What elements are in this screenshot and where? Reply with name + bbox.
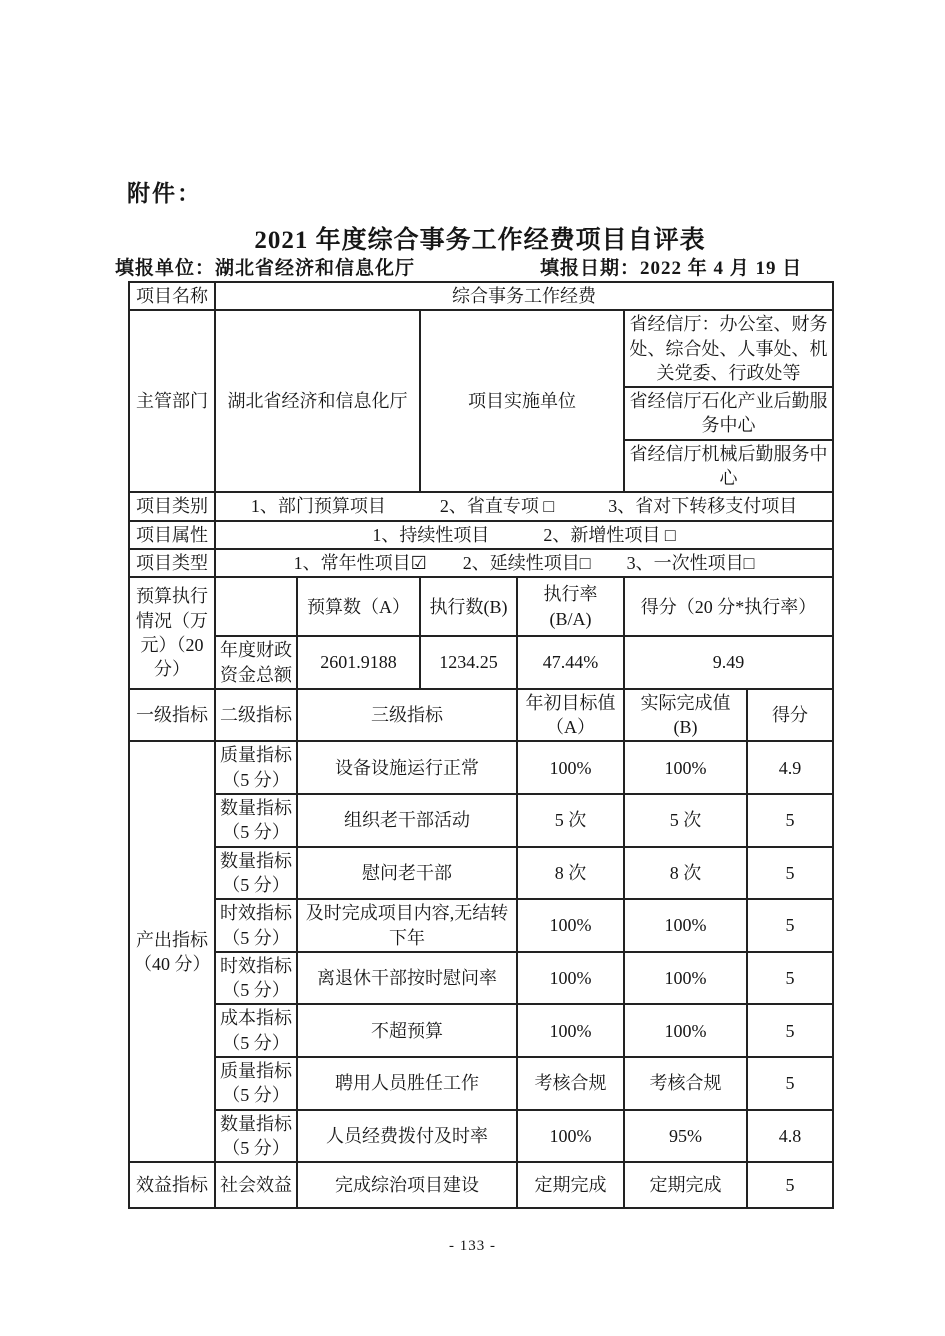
indicator-actual-cell: 100%	[624, 1004, 747, 1057]
indicator-actual-cell: 5 次	[624, 794, 747, 847]
header-actual-cell	[624, 689, 747, 742]
self-evaluation-table	[128, 281, 834, 1209]
score-value-cell: 9.49	[624, 636, 833, 689]
indicator-level2-cell: 数量指标（5 分）	[215, 794, 297, 847]
category-label-cell: 项目类别	[129, 492, 215, 520]
indicator-score-cell: 5	[747, 794, 833, 847]
benefit-actual-cell: 定期完成	[624, 1162, 747, 1208]
project-name-label-cell: 项目名称	[129, 282, 215, 310]
indicator-row	[129, 1110, 833, 1163]
row-indicator-header	[129, 689, 833, 742]
indicator-row	[129, 847, 833, 900]
attribute-label-cell: 项目属性	[129, 521, 215, 549]
rate-value-cell: 47.44%	[517, 636, 624, 689]
row-project-name	[129, 282, 833, 310]
indicator-row	[129, 952, 833, 1005]
indicator-target-cell: 考核合规	[517, 1057, 624, 1110]
empty-cell	[215, 577, 297, 636]
indicator-score-cell: 5	[747, 847, 833, 900]
row-category	[129, 492, 833, 520]
type-label-cell: 项目类型	[129, 549, 215, 577]
indicator-row	[129, 1004, 833, 1057]
impl-unit-cell: 省经信厅：办公室、财务处、综合处、人事处、机关党委、行政处等	[624, 310, 833, 387]
report-unit: 填报单位：湖北省经济和信息化厅	[115, 258, 416, 279]
indicator-level3-cell: 组织老干部活动	[297, 794, 517, 847]
indicator-target-cell: 100%	[517, 1004, 624, 1057]
indicator-level3-cell: 设备设施运行正常	[297, 741, 517, 794]
attribute-options-cell: 1、持续性项目 2、新增性项目 □	[215, 521, 833, 549]
benefit-level2-cell: 社会效益	[215, 1162, 297, 1208]
indicator-score-cell: 4.9	[747, 741, 833, 794]
indicator-level2-cell: 数量指标（5 分）	[215, 847, 297, 900]
actual-header-line1: 实际完成值	[640, 692, 731, 713]
budget-col-rate-cell	[517, 577, 624, 636]
indicator-level3-cell: 聘用人员胜任工作	[297, 1057, 517, 1110]
indicator-level3-cell: 慰问老干部	[297, 847, 517, 900]
rate-header-line1: 执行率	[543, 584, 598, 605]
row-type	[129, 549, 833, 577]
budget-col-exec-cell: 执行数(B)	[420, 577, 517, 636]
benefit-row	[129, 1162, 833, 1208]
output-group-label-cell: 产出指标（40 分）	[129, 741, 215, 1162]
row-supervisor	[129, 310, 833, 387]
indicator-score-cell: 4.8	[747, 1110, 833, 1163]
budget-section-label-cell: 预算执行情况（万元）（20 分）	[129, 577, 215, 689]
benefit-level3-cell: 完成综治项目建设	[297, 1162, 517, 1208]
indicator-level3-cell: 及时完成项目内容,无结转下年	[297, 899, 517, 952]
indicator-level2-cell: 时效指标（5 分）	[215, 899, 297, 952]
indicator-actual-cell: 8 次	[624, 847, 747, 900]
budget-col-budget-cell: 预算数（A）	[297, 577, 420, 636]
page-title: 2021 年度综合事务工作经费项目自评表	[254, 227, 706, 254]
exec-value-cell: 1234.25	[420, 636, 517, 689]
attachment-label: 附件：	[127, 181, 202, 206]
type-options-cell: 1、常年性项目☑ 2、延续性项目□ 3、一次性项目□	[215, 549, 833, 577]
supervisor-value-cell: 湖北省经济和信息化厅	[215, 310, 420, 492]
indicator-target-cell: 100%	[517, 1110, 624, 1163]
indicator-target-cell: 100%	[517, 899, 624, 952]
header-level3-cell: 三级指标	[297, 689, 517, 742]
indicator-score-cell: 5	[747, 899, 833, 952]
rate-header-line2: (B/A)	[549, 608, 592, 629]
benefit-score-cell: 5	[747, 1162, 833, 1208]
supervisor-label-cell: 主管部门	[129, 310, 215, 492]
target-header-line2: （A）	[546, 717, 595, 738]
indicator-actual-cell: 100%	[624, 899, 747, 952]
budget-value-cell: 2601.9188	[297, 636, 420, 689]
header-level2-cell: 二级指标	[215, 689, 297, 742]
header-target-cell	[517, 689, 624, 742]
budget-col-score-cell: 得分（20 分*执行率）	[624, 577, 833, 636]
indicator-target-cell: 8 次	[517, 847, 624, 900]
benefit-level1-cell: 效益指标	[129, 1162, 215, 1208]
indicator-row	[129, 741, 833, 794]
indicator-actual-cell: 100%	[624, 952, 747, 1005]
indicator-level3-cell: 不超预算	[297, 1004, 517, 1057]
indicator-score-cell: 5	[747, 952, 833, 1005]
page-number: - 133 -	[449, 1238, 496, 1254]
impl-unit-cell: 省经信厅机械后勤服务中心	[624, 440, 833, 493]
indicator-actual-cell: 100%	[624, 741, 747, 794]
indicator-level2-cell: 成本指标（5 分）	[215, 1004, 297, 1057]
indicator-actual-cell: 95%	[624, 1110, 747, 1163]
header-score-cell: 得分	[747, 689, 833, 742]
indicator-level3-cell: 人员经费拨付及时率	[297, 1110, 517, 1163]
report-date: 填报日期：2022 年 4 月 19 日	[540, 258, 803, 279]
indicator-actual-cell: 考核合规	[624, 1057, 747, 1110]
indicator-row	[129, 1057, 833, 1110]
row-budget-data	[129, 636, 833, 689]
indicator-score-cell: 5	[747, 1057, 833, 1110]
benefit-target-cell: 定期完成	[517, 1162, 624, 1208]
indicator-target-cell: 100%	[517, 952, 624, 1005]
indicator-score-cell: 5	[747, 1004, 833, 1057]
category-options-cell: 1、部门预算项目 2、省直专项 □ 3、省对下转移支付项目	[215, 492, 833, 520]
indicator-level2-cell: 质量指标（5 分）	[215, 1057, 297, 1110]
indicator-target-cell: 5 次	[517, 794, 624, 847]
indicator-level2-cell: 时效指标（5 分）	[215, 952, 297, 1005]
report-meta-row	[115, 253, 831, 280]
actual-header-line2: (B)	[673, 717, 698, 738]
indicator-row	[129, 899, 833, 952]
impl-unit-label-cell: 项目实施单位	[420, 310, 624, 492]
impl-unit-cell: 省经信厅石化产业后勤服务中心	[624, 387, 833, 440]
indicator-level2-cell: 质量指标（5 分）	[215, 741, 297, 794]
indicator-level2-cell: 数量指标（5 分）	[215, 1110, 297, 1163]
target-header-line1: 年初目标值	[525, 692, 616, 713]
budget-row-label-cell: 年度财政资金总额	[215, 636, 297, 689]
header-level1-cell: 一级指标	[129, 689, 215, 742]
indicator-target-cell: 100%	[517, 741, 624, 794]
row-budget-header	[129, 577, 833, 636]
indicator-level3-cell: 离退休干部按时慰问率	[297, 952, 517, 1005]
indicator-row	[129, 794, 833, 847]
row-attribute	[129, 521, 833, 549]
project-name-value-cell: 综合事务工作经费	[215, 282, 833, 310]
